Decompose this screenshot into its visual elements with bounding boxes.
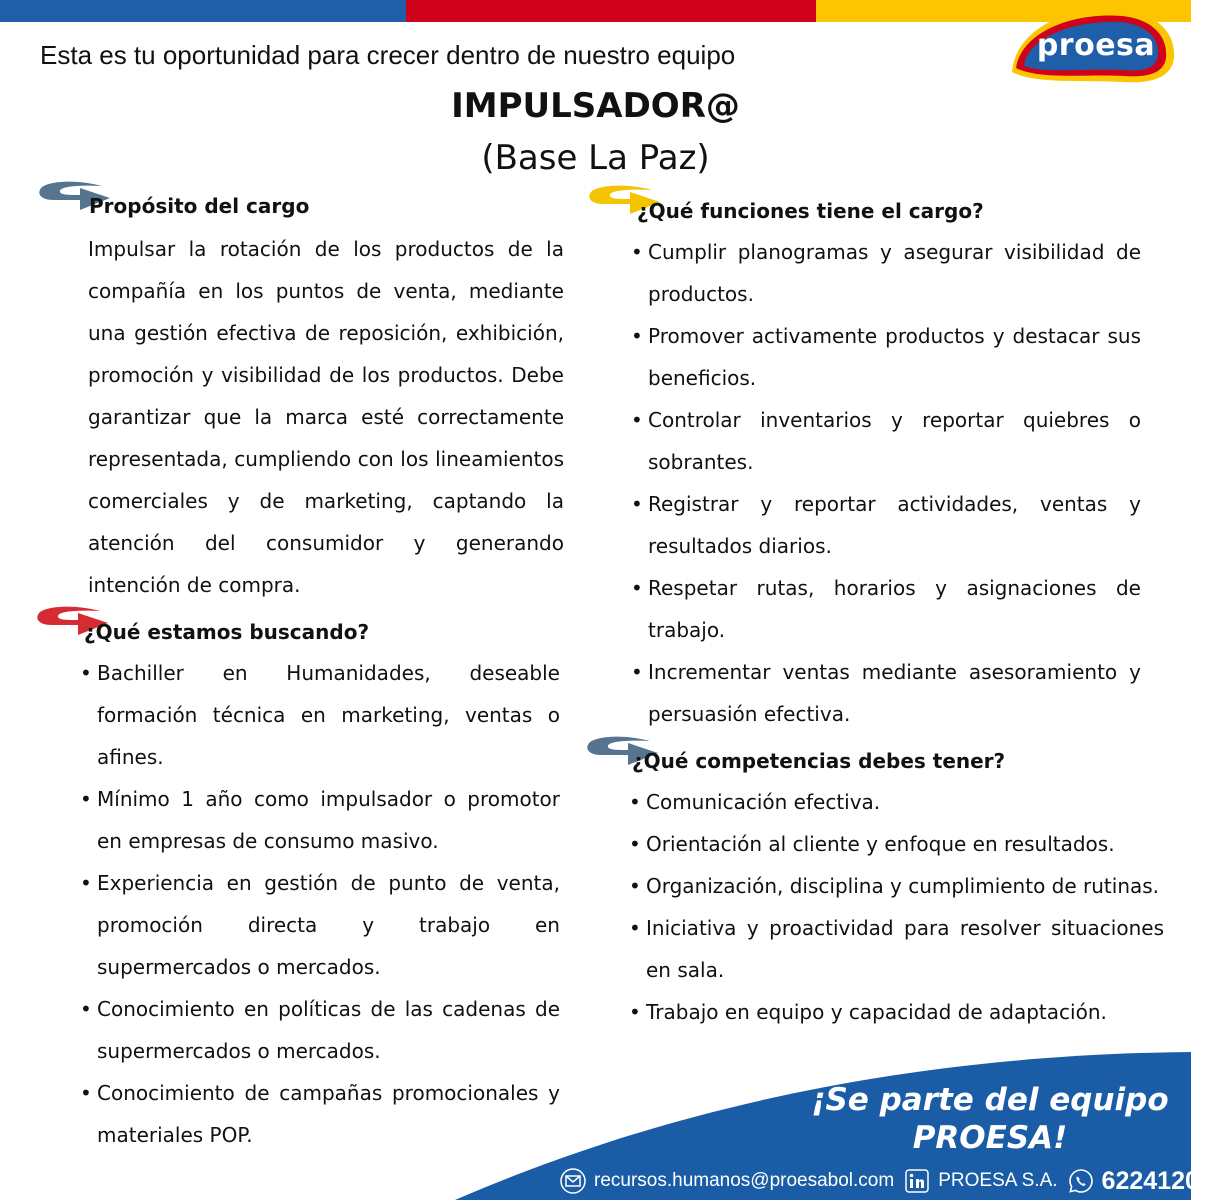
list-item: • Iniciativa y proactividad para resolver situaciones en sala. [627, 907, 1164, 991]
list-item: • Cumplir planogramas y asegurar visibilidad de productos. [629, 231, 1141, 315]
slogan-line-2: PROESA! [912, 1120, 1068, 1156]
page-subtitle: (Base La Paz) [481, 138, 710, 178]
linkedin-icon [904, 1168, 930, 1194]
list-item: • Respetar rutas, horarios y asignaciones de trabajo. [629, 567, 1141, 651]
whatsapp-icon [1068, 1168, 1094, 1194]
list-item: • Mínimo 1 año como impulsador o promotor en empresas de consumo masivo. [78, 778, 560, 862]
list-item: • Bachiller en Humanidades, deseable formación técnica en marketing, ventas o afines. [78, 652, 560, 778]
logo-text: proesa [1036, 28, 1156, 63]
email-icon [560, 1168, 586, 1194]
footer-contacts [560, 1166, 1213, 1196]
searching-heading: ¿Qué estamos buscando? [84, 620, 370, 644]
list-item: • Promover activamente productos y destacar sus beneficios. [629, 315, 1141, 399]
purpose-text: Impulsar la rotación de los productos de la compañía en los puntos de venta, mediante una gestión efectiva de reposición, exhibición, promoción y visibilidad de los productos. Debe garantizar que la marca esté correctamente representada, cumpliendo con los lineamientos comerciales y de marketing, captando la atención del consumidor y generando intención de compra. [88, 237, 564, 597]
page-title: IMPULSADOR@ [451, 86, 740, 126]
phone-number[interactable]: 62241205 [1101, 1166, 1213, 1195]
list-item: • Trabajo en equipo y capacidad de adaptación. [627, 991, 1164, 1033]
linkedin-link[interactable]: PROESA S.A. [938, 1170, 1058, 1191]
list-item: • Organización, disciplina y cumplimiento de rutinas. [627, 865, 1164, 907]
purpose-heading: Propósito del cargo [89, 194, 310, 218]
list-item: • Comunicación efectiva. [627, 781, 1164, 823]
list-item: • Incrementar ventas mediante asesoramiento y persuasión efectiva. [629, 651, 1141, 735]
list-item: • Conocimiento en políticas de las cadenas de supermercados o mercados. [78, 988, 560, 1072]
email-link[interactable]: recursos.humanos@proesabol.com [594, 1170, 895, 1191]
list-item: • Conocimiento de campañas promocionales y materiales POP. [78, 1072, 560, 1156]
list-item: • Experiencia en gestión de punto de venta, promoción directa y trabajo en supermercados o mercados. [78, 862, 560, 988]
competencies-heading: ¿Qué competencias debes tener? [632, 749, 1006, 773]
functions-heading: ¿Qué funciones tiene el cargo? [637, 199, 984, 223]
list-item: • Registrar y reportar actividades, ventas y resultados diarios. [629, 483, 1141, 567]
list-item: • Orientación al cliente y enfoque en resultados. [627, 823, 1164, 865]
tagline: Esta es tu oportunidad para crecer dentro de nuestro equipo [40, 40, 736, 70]
list-item: • Controlar inventarios y reportar quiebres o sobrantes. [629, 399, 1141, 483]
slogan-line-1: ¡Se parte del equipo [811, 1082, 1169, 1118]
